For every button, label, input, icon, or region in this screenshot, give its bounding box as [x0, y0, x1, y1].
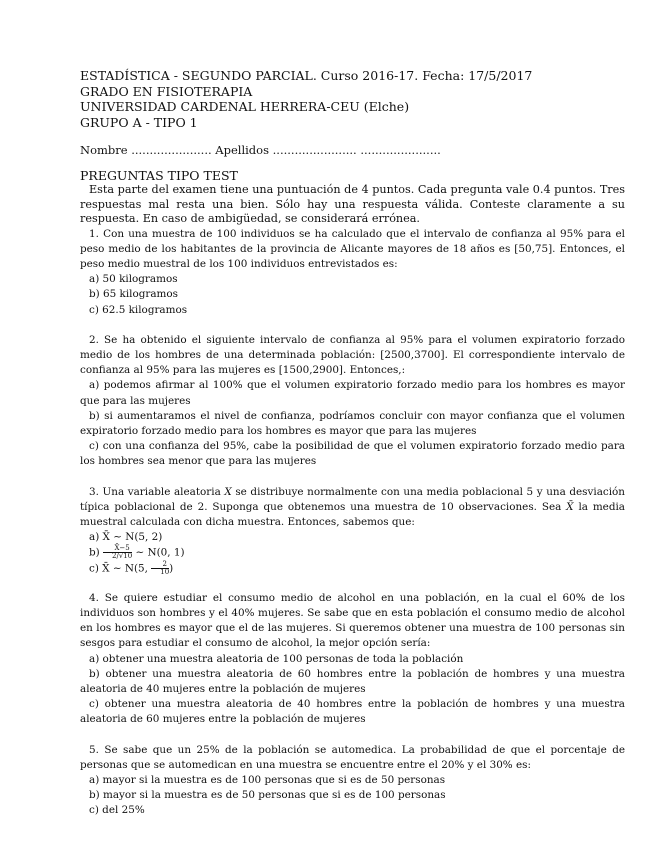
header-university: UNIVERSIDAD CARDENAL HERRERA-CEU (Elche) — [80, 99, 410, 114]
question-1 — [80, 227, 625, 318]
option-c: c) obtener una muestra aleatoria de 40 hombres entre la población de hombres y una muestra aleatoria de 60 mujeres entre la población de mujeres — [80, 698, 625, 726]
variance-fraction: $\frac{2}{10}$ — [151, 561, 169, 576]
section-intro: Esta parte del examen tiene una puntuación de 4 puntos. Cada pregunta vale 0.4 puntos. Tres respuestas mal resta una bien. Sólo hay una respuesta válida. Conteste claramente a su respuesta. En caso de ambigüedad, se considerará errónea. — [80, 183, 625, 225]
option-c: c) 62.5 kilogramos — [89, 303, 188, 316]
option-a: a) obtener una muestra aleatoria de 100 personas de toda la población — [89, 652, 464, 665]
question-stem: 3. Una variable aleatoria X se distribuye normalmente con una media poblacional 5 y una desviación típica poblacional de 2. Suponga que obtenemos una muestra de 10 observaciones. Sea X̄ la media muestral calculada con dicha muestra. Entonces, sabemos que: — [80, 485, 626, 528]
student-name-line: Nombre ...................... Apellidos ....................... ...................... — [80, 143, 441, 157]
option-a: a) mayor si la muestra es de 100 personas que si es de 50 personas — [89, 774, 446, 786]
exam-header — [80, 68, 625, 130]
exam-page — [80, 68, 625, 819]
question-stem: 2. Se ha obtenido el siguiente intervalo de confianza al 95% para el volumen expiratorio forzado medio de los hombres de una determinada población: [2500,3700]. El correspondiente intervalo de confianza al 95% para las mujeres es [1500,2900]. Entonces,: — [80, 333, 625, 377]
option-b: b) 65 kilogramos — [89, 288, 178, 301]
question-stem: 4. Se quiere estudiar el consumo medio de alcohol en una población, en la cual el 60% de los individuos son hombres y el 40% mujeres. Se sabe que en esta población el consumo medio de alcohol en los hombres es mayor que el de las mujeres. Si queremos obtener una muestra de 100 personas sin sesgos para estudiar el consumo de alcohol, la mejor opción sería: — [80, 591, 625, 650]
header-degree: GRADO EN FISIOTERAPIA — [80, 83, 253, 99]
option-b: b) si aumentaramos el nivel de confianza, podríamos concluir con mayor confianza que el volumen expiratorio forzado medio para los hombres es mayor que para las mujeres — [80, 409, 625, 437]
question-4 — [80, 591, 625, 728]
question-2 — [80, 333, 625, 470]
section-title: PREGUNTAS TIPO TEST — [80, 168, 238, 183]
option-b: b) $\frac{X̄-5}{2/√10}$ ∼ N(0, 1) — [89, 544, 185, 561]
option-c: c) del 25% — [89, 804, 145, 817]
question-5 — [80, 743, 625, 819]
option-c: c) con una confianza del 95%, cabe la posibilidad de que el volumen expiratorio forzado medio para los hombres sea menor que para las mujeres — [80, 440, 625, 468]
sample-mean-symbol: X̄ — [566, 500, 574, 513]
option-c: c) X̄ ∼ N(5, $\frac{2}{10}$ ) — [89, 560, 174, 577]
option-b: b) obtener una muestra aleatoria de 60 hombres entre la población de hombres y una muestra aleatoria de 40 mujeres entre la población de mujeres — [80, 667, 625, 695]
option-b: b) mayor si la muestra es de 50 personas que si es de 100 personas — [89, 789, 446, 802]
variable-x: X — [224, 485, 232, 498]
question-stem: 1. Con una muestra de 100 individuos se ha calculado que el intervalo de confianza al 95% para el peso medio de los habitantes de la provincia de Alicante mayores de 18 años es [50,75]. Entonces, el peso medio muestral de los 100 individuos entrevistados es: — [80, 227, 625, 270]
header-group: GRUPO A - TIPO 1 — [80, 114, 198, 130]
option-a: a) podemos afirmar al 100% que el volumen expiratorio forzado medio para los hombres es mayor que para las mujeres — [80, 379, 625, 407]
option-a: a) 50 kilogramos — [89, 273, 178, 286]
header-title: ESTADÍSTICA - SEGUNDO PARCIAL. Curso 2016-17. Fecha: 17/5/2017 — [80, 68, 533, 83]
question-3 — [80, 485, 625, 577]
question-stem: 5. Se sabe que un 25% de la población se automedica. La probabilidad de que el porcentaje de personas que se automedican en una muestra se encuentre entre el 20% y el 30% es: — [80, 743, 625, 771]
option-a: a) X̄ ∼ N(5, 2) — [89, 531, 163, 544]
standardized-fraction: $\frac{X̄-5}{2/√10}$ — [103, 545, 132, 560]
